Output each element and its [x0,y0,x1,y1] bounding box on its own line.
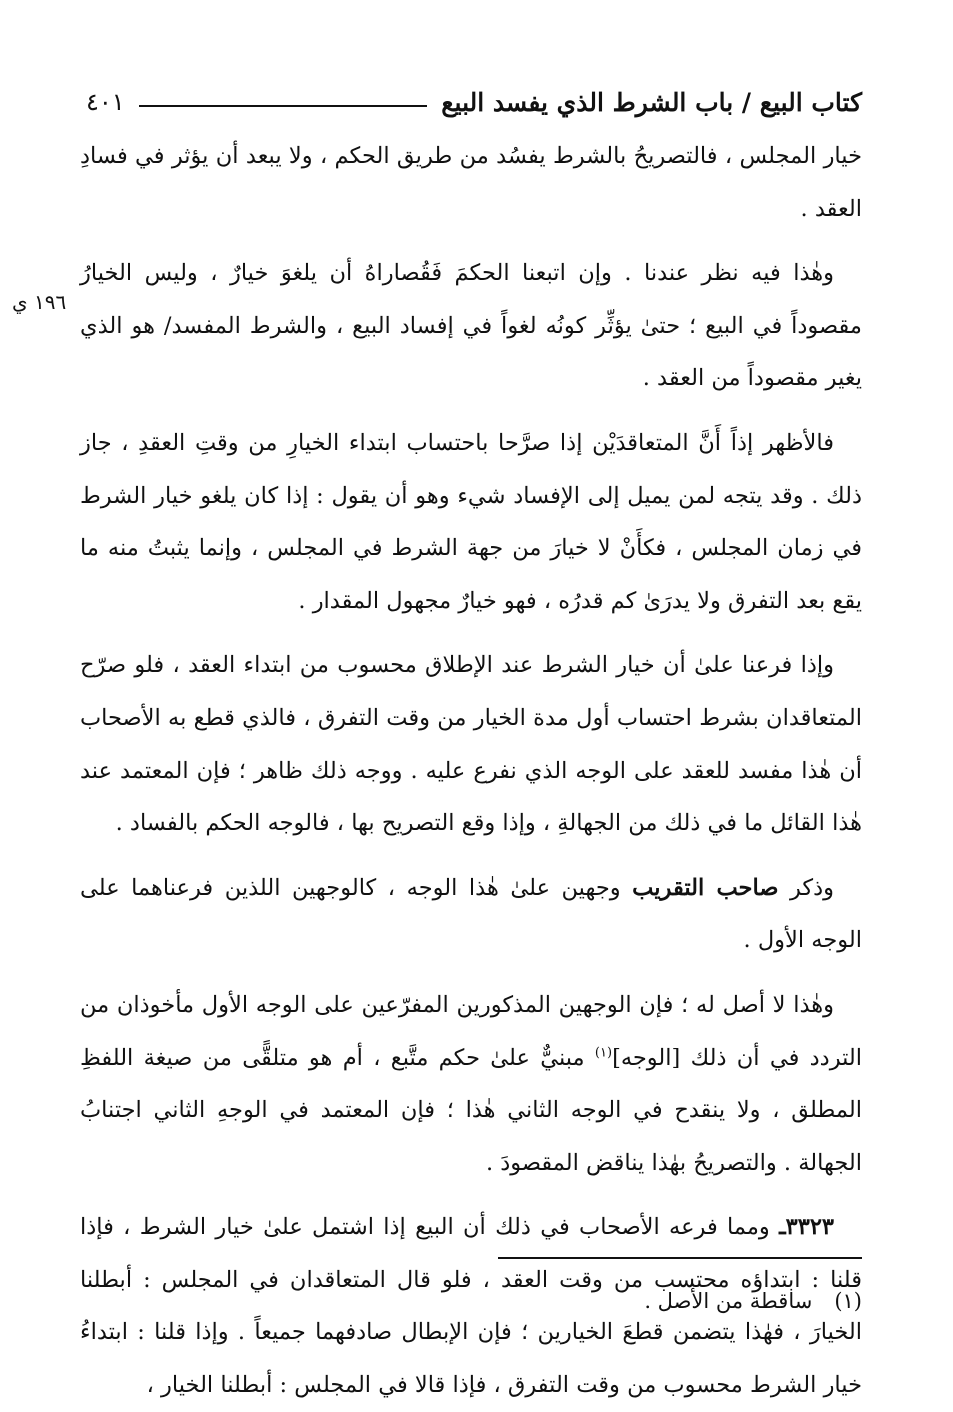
main-text [80,130,862,1412]
paragraph-3: فالأظهر إذاً أَنَّ المتعاقدَيْن إذا صرَّحا باحتساب ابتداء الخيارِ من وقتِ العقدِ ، جاز ذلك . وقد يتجه لمن يميل إلى الإفساد شيء وهو أن يقول : إذا كان يلغو خيار الشرط في زمان المجلس ، فكأَنْ لا خيارَ من جهة الشرط في المجلس ، وإنما يثبتُ منه ما يقع بعد التفرق ولا يدرَىٰ كم قدرُه ، فهو خيارٌ مجهول المقدار . [80,429,862,614]
header-title: كتاب البيع / باب الشرط الذي يفسد البيع [441,87,862,117]
paragraph-5 [80,862,862,967]
paragraph-gap [80,627,862,639]
paragraph-5-rest: وجهين علىٰ هٰذا الوجه ، كالوجهين اللذين فرعناهما على الوجه الأول . [80,874,862,954]
paragraph-gap [80,1189,862,1201]
header-rule [139,105,428,107]
paragraph-6-start: وهٰذا لا أصل له ؛ فإن الوجهين المذكورين المفرّعين على الوجه الأول مأخوذان من التردد في أن ذلك [الوجه] [80,991,863,1071]
paragraph-6-rest: مبنيٌّ علىٰ حكم متَّبع ، أم هو متلقًّى من صيغة اللفظِ المطلق ، ولا ينقدح في الوجه الثاني هٰذا ؛ فإن المعتمد في الوجهِ الثاني اجتنابُ الجهالة . والتصريحُ بهٰذا يناقض المقصودَ . [80,1044,862,1176]
footnote-reference[interactable]: (١) [594,1045,613,1060]
paragraph-gap [80,850,862,862]
footnote [644,1289,862,1313]
book-title-reference: صاحب التقريب [632,874,779,901]
paragraph-gap [80,405,862,417]
footnote-text: ساقطة من الأصل . [644,1289,813,1313]
section-number: ٣٣٢٣ـ [779,1214,834,1241]
footnote-number: (١) [834,1289,862,1313]
margin-note: ١٩٦ ي [12,290,67,314]
paragraph-gap [80,967,862,979]
paragraph-7-text: ومما فرعه الأصحاب في ذلك أن البيع إذا اشتمل علىٰ خيار الشرط ، فإذا قلنا : ابتداؤه محتسب من وقت العقد ، فلو قال المتعاقدان في المجلس : أبطلنا الخيارَ ، فهٰذا يتضمن قطعَ الخيارين ؛ فإن الإبطال صادفهما جميعاً . وإذا قلنا : ابتداءُ خيار الشرط محسوب من وقت التفرق ، فإذا قالا في المجلس : أبطلنا الخيار ، [80,1214,862,1399]
paragraph-5-start: وذكر [778,874,834,901]
footnote-separator [498,1257,862,1259]
paragraph-2: وهٰذا فيه نظر عندنا . وإن اتبعنا الحكمَ فَقُصاراهُ أن يلغوَ خيارٌ ، وليس الخيارُ مقصوداً في البيع ؛ حتىٰ يؤثِّر كونُه لغواً في إفساد البيع ، والشرط المفسد/ هو الذي يغير مقصوداً من العقد . [80,260,862,392]
page-number: ٤٠١ [86,88,125,116]
paragraph-1: خيار المجلس ، فالتصريحُ بالشرط يفسُد من طريق الحكم ، ولا يبعد أن يؤثر في فسادِ العقد . [80,143,862,222]
paragraph-4: وإذا فرعنا علىٰ أن خيار الشرط عند الإطلاق محسوب من ابتداء العقد ، فلو صرّح المتعاقدان بشرط احتساب أول مدة الخيار من وقت التفرق ، فالذي قطع به الأصحاب أن هٰذا مفسد للعقد على الوجه الذي نفرع عليه . ووجه ذلك ظاهر ؛ فإن المعتمد عند هٰذا القائل ما في ذلك من الجهالةِ ، وإذا وقع التصريح بها ، فالوجه الحكم بالفساد . [80,652,862,837]
running-header [86,84,862,120]
paragraph-6 [80,979,862,1189]
paragraph-gap [80,235,862,247]
